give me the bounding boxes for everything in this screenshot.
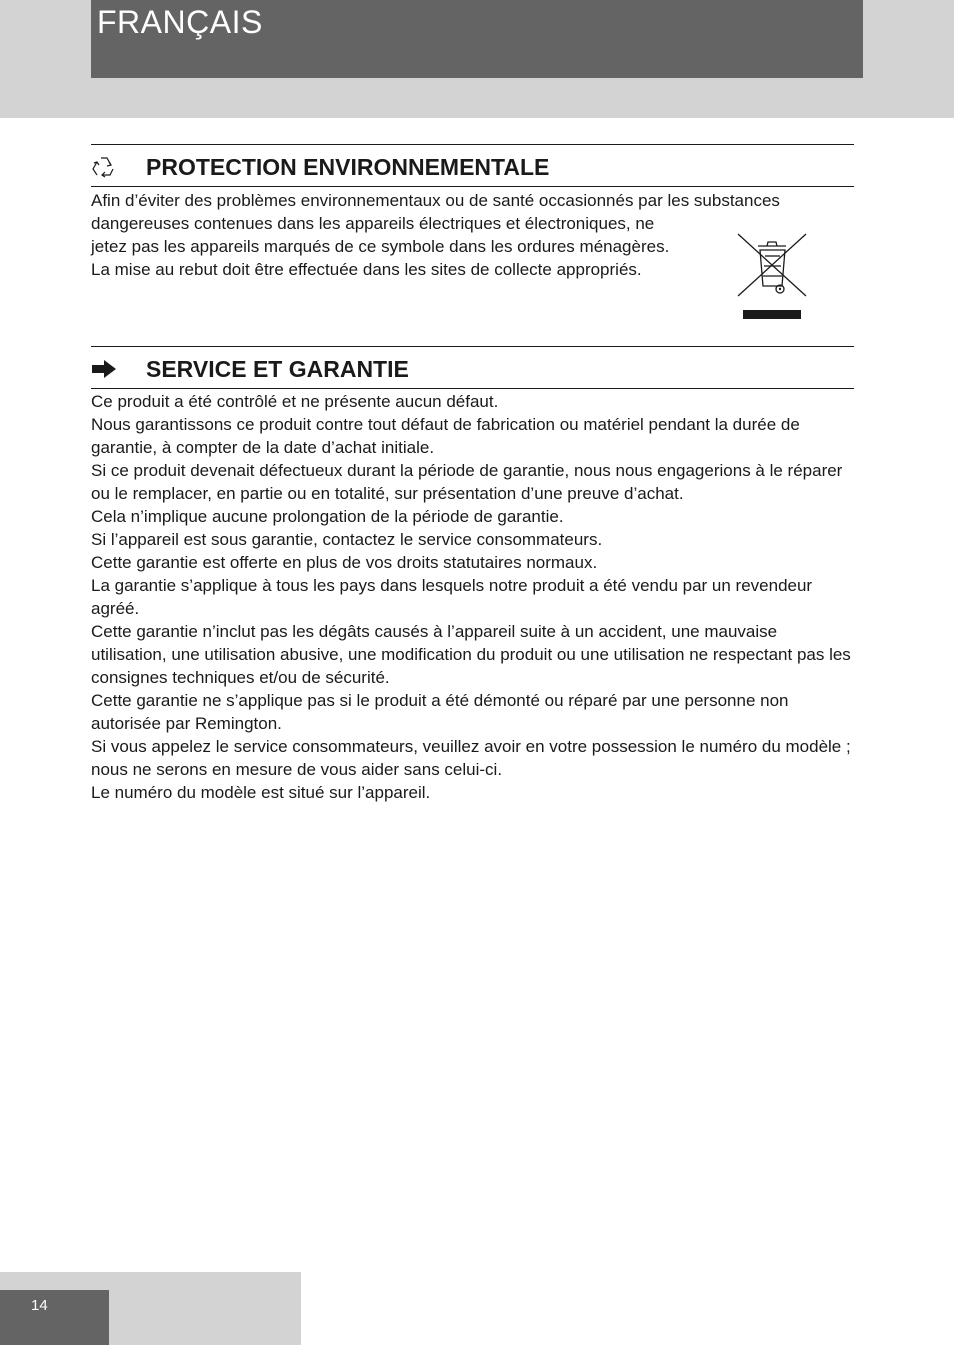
service-text bbox=[91, 390, 854, 804]
service-paragraph: Ce produit a été contrôlé et ne présente aucun défaut. bbox=[91, 392, 499, 411]
environment-text-line1: Afin d’éviter des problèmes environnementaux ou de santé occasionnés par les substances bbox=[91, 191, 780, 210]
service-section bbox=[91, 346, 854, 804]
service-section-header bbox=[91, 346, 854, 389]
environment-section bbox=[91, 144, 854, 281]
environment-title: PROTECTION ENVIRONNEMENTALE bbox=[146, 154, 550, 180]
page-number: 14 bbox=[31, 1297, 48, 1314]
service-paragraph: Cette garantie est offerte en plus de vos droits statutaires normaux. bbox=[91, 553, 598, 572]
service-paragraph: Cela n’implique aucune prolongation de la période de garantie. bbox=[91, 507, 564, 526]
language-title-bar bbox=[91, 0, 863, 78]
service-paragraph: Si ce produit devenait défectueux durant la période de garantie, nous nous engagerions à le réparer ou le remplacer, en partie ou en totalité, sur présentation d’une preuve d’achat. bbox=[91, 461, 843, 503]
recycle-icon bbox=[91, 155, 117, 179]
page-number-box bbox=[0, 1290, 109, 1345]
service-paragraph: Si l’appareil est sous garantie, contactez le service consommateurs. bbox=[91, 530, 603, 549]
service-paragraph: La garantie s’applique à tous les pays dans lesquels notre produit a été vendu par un revendeur agréé. bbox=[91, 576, 813, 618]
service-paragraph: Nous garantissons ce produit contre tout défaut de fabrication ou matériel pendant la durée de garantie, à compter de la date d’achat initiale. bbox=[91, 415, 800, 457]
arrow-right-icon bbox=[91, 357, 117, 381]
crossed-out-bin-icon bbox=[734, 232, 810, 322]
service-paragraph: Si vous appelez le service consommateurs, veuillez avoir en votre possession le numéro du modèle ; nous ne serons en mesure de vous aider sans celui-ci. bbox=[91, 737, 851, 779]
service-paragraph: Cette garantie n’inclut pas les dégâts causés à l’appareil suite à un accident, une mauvaise utilisation, une utilisation abusive, une modification du produit ou une utilisation ne respectant pas les consignes techniques et/ou de sécurité. bbox=[91, 622, 851, 687]
environment-text: dangereuses contenues dans les appareils électriques et électroniques, ne jetez pas les appareils marqués de ce symbole dans les ordures ménagères. La mise au rebut doit être effectuée dans les sites de collecte appropriés. bbox=[91, 214, 670, 279]
service-paragraph: Le numéro du modèle est situé sur l’appareil. bbox=[91, 783, 431, 802]
service-title: SERVICE ET GARANTIE bbox=[146, 356, 409, 382]
page-title: FRANÇAIS bbox=[97, 4, 263, 40]
environment-section-header bbox=[91, 144, 854, 187]
service-paragraph: Cette garantie ne s’applique pas si le produit a été démonté ou réparé par une personne non autorisée par Remington. bbox=[91, 691, 789, 733]
